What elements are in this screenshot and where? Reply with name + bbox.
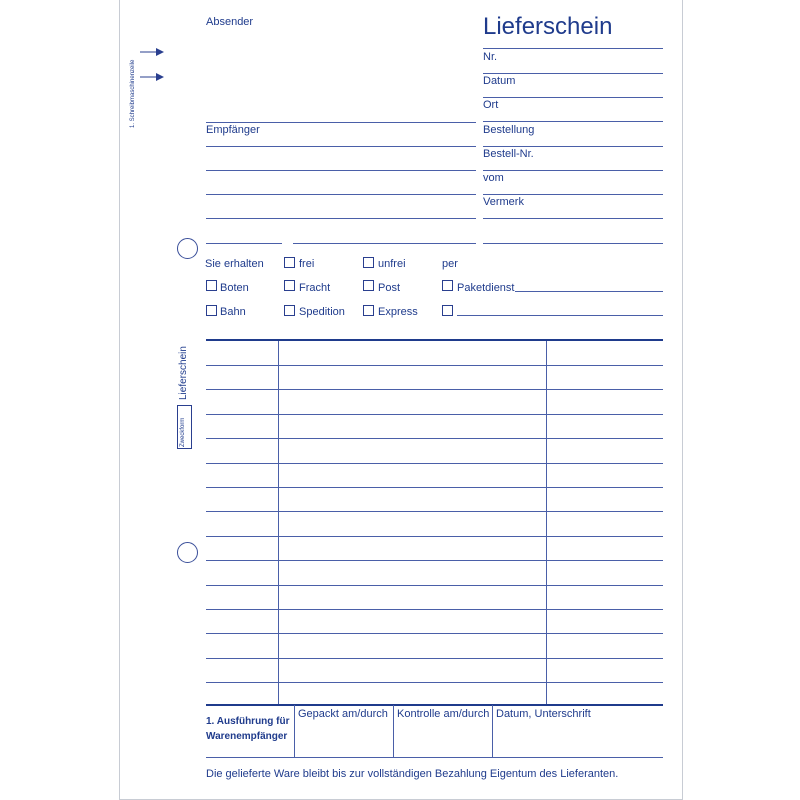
label-forwarding: Spedition: [299, 306, 345, 318]
checkbox-courier[interactable]: [206, 280, 217, 291]
table-bottom-rule: [206, 704, 663, 706]
table-row[interactable]: [206, 682, 663, 683]
field-date-line[interactable]: [483, 97, 663, 98]
field-order-label: Bestellung: [483, 124, 535, 136]
table-row[interactable]: [206, 414, 663, 415]
checkbox-free[interactable]: [284, 257, 295, 268]
table-row[interactable]: [206, 365, 663, 366]
form-sheet: [119, 0, 683, 800]
side-label: Lieferschein: [178, 346, 189, 400]
table-row[interactable]: [206, 560, 663, 561]
margin-note: 1. Schreibmaschinenzeile: [130, 59, 136, 128]
label-freight: Fracht: [299, 282, 331, 294]
label-express: Express: [378, 306, 418, 318]
checkbox-express[interactable]: [363, 305, 374, 316]
brand-logo: [177, 405, 192, 449]
punch-hole-top: [177, 238, 198, 259]
field-from-line[interactable]: [483, 194, 663, 195]
table-row[interactable]: [206, 585, 663, 586]
signature-label: Datum, Unterschrift: [496, 708, 591, 720]
field-from-label: vom: [483, 172, 504, 184]
field-date-label: Datum: [483, 75, 516, 87]
label-courier: Boten: [220, 282, 249, 294]
checkbox-other[interactable]: [442, 305, 453, 316]
recipient-line-1[interactable]: [206, 146, 476, 147]
field-note-line-2[interactable]: [483, 243, 663, 244]
checkbox-post[interactable]: [363, 280, 374, 291]
field-number-line[interactable]: [483, 73, 663, 74]
table-col-divider-2: [546, 341, 547, 704]
recipient-line-4[interactable]: [206, 218, 476, 219]
field-note-line-1[interactable]: [483, 218, 663, 219]
footer-divider-1: [294, 705, 295, 757]
table-row[interactable]: [206, 536, 663, 537]
field-number-label: Nr.: [483, 51, 498, 63]
recipient-line-2[interactable]: [206, 170, 476, 171]
parcel-service-line[interactable]: [515, 291, 663, 292]
ownership-notice: Die gelieferte Ware bleibt bis zur vollständigen Bezahlung Eigentum des Lieferanten.: [206, 768, 619, 780]
table-row[interactable]: [206, 487, 663, 488]
punch-hole-bottom: [177, 542, 198, 563]
label-free: frei: [299, 258, 315, 270]
arrow-marker-icon: [140, 43, 164, 61]
recipient-label: Empfänger: [206, 124, 260, 136]
receipt-lead: Sie erhalten: [205, 258, 264, 270]
table-row[interactable]: [206, 658, 663, 659]
checkbox-rail[interactable]: [206, 305, 217, 316]
field-order-number-line[interactable]: [483, 170, 663, 171]
recipient-zip-line[interactable]: [206, 243, 282, 244]
checkbox-parcel[interactable]: [442, 280, 453, 291]
brand-text: Zweckform: [180, 417, 186, 447]
sender-rule: [206, 122, 476, 123]
copy-label-line2: Warenempfänger: [206, 731, 288, 742]
field-order-number-label: Bestell-Nr.: [483, 148, 534, 160]
recipient-city-line[interactable]: [293, 243, 476, 244]
label-rail: Bahn: [220, 306, 246, 318]
footer-bottom-rule: [206, 757, 663, 758]
table-top-rule: [206, 339, 663, 341]
checkbox-unfree[interactable]: [363, 257, 374, 268]
other-shipping-line[interactable]: [457, 315, 663, 316]
field-note-label: Vermerk: [483, 196, 524, 208]
copy-label-line1: 1. Ausführung für: [206, 716, 290, 727]
table-row[interactable]: [206, 633, 663, 634]
table-row[interactable]: [206, 438, 663, 439]
checked-label: Kontrolle am/durch: [397, 708, 490, 720]
page-title: Lieferschein: [483, 13, 613, 40]
checkbox-forwarding[interactable]: [284, 305, 295, 316]
packed-label: Gepackt am/durch: [298, 708, 388, 720]
field-place-label: Ort: [483, 99, 499, 111]
label-per: per: [442, 258, 458, 270]
table-row[interactable]: [206, 511, 663, 512]
table-row[interactable]: [206, 609, 663, 610]
table-row[interactable]: [206, 463, 663, 464]
footer-divider-3: [492, 705, 493, 757]
field-order-line[interactable]: [483, 146, 663, 147]
label-unfree: unfrei: [378, 258, 406, 270]
label-post: Post: [378, 282, 401, 294]
title-rule: [483, 48, 663, 49]
footer-divider-2: [393, 705, 394, 757]
recipient-line-3[interactable]: [206, 194, 476, 195]
table-row[interactable]: [206, 389, 663, 390]
label-parcel: Paketdienst: [457, 282, 515, 294]
table-col-divider-1: [278, 341, 279, 704]
field-place-line[interactable]: [483, 121, 663, 122]
sender-label: Absender: [206, 16, 254, 28]
checkbox-freight[interactable]: [284, 280, 295, 291]
arrow-marker-icon: [140, 68, 164, 86]
